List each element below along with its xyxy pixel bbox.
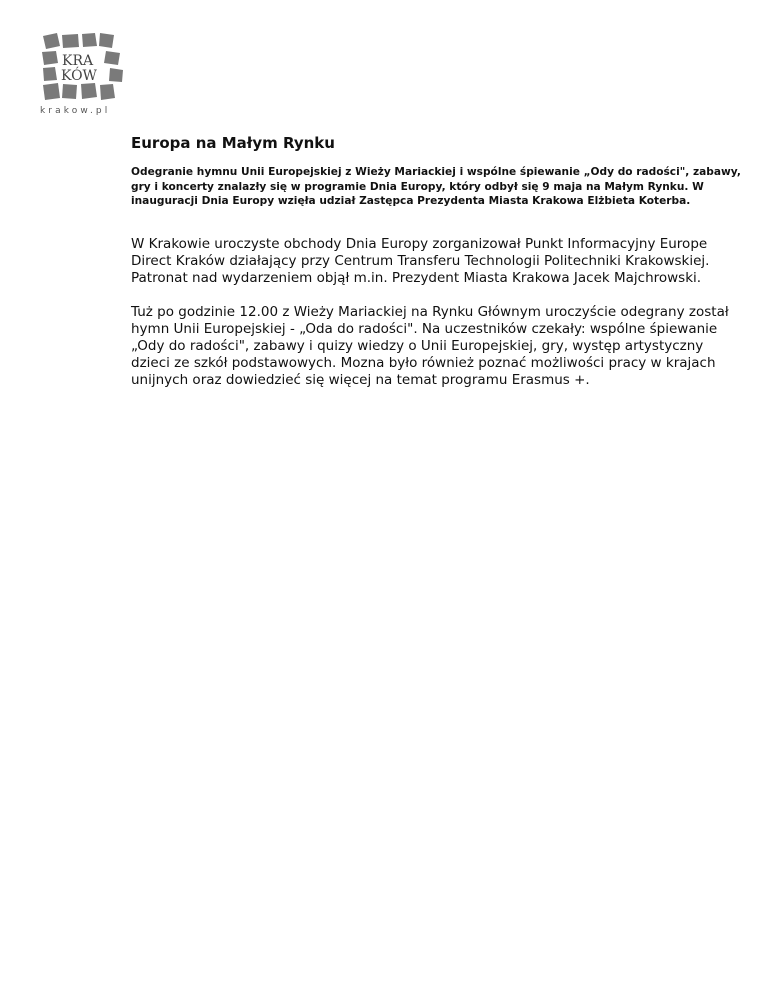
article-lead: Odegranie hymnu Unii Europejskiej z Wieży Mariackiej i wspólne śpiewanie „Ody do radości", zabawy, gry i koncerty znalazły się w programie Dnia Europy, który odbył się 9 maja na Małym Rynku. W inauguracji Dnia Europy wzięła udział Zastępca Prezydenta Miasta Krakowa Elżbieta Koterba. bbox=[131, 166, 741, 207]
article-title: Europa na Małym Rynku bbox=[131, 134, 335, 152]
logo-caption: krakow.pl bbox=[40, 106, 111, 116]
article-paragraph-1: W Krakowie uroczyste obchody Dnia Europy zorganizował Punkt Informacyjny Europe Direct Kraków działający przy Centrum Transferu Technologii Politechniki Krakowskiej. Patronat nad wydarzeniem objął m.in. Prezydent Miasta Krakowa Jacek Majchrowski. bbox=[131, 235, 710, 286]
article bbox=[131, 134, 743, 406]
krakow-logo-mark bbox=[40, 30, 130, 106]
krakow-logo bbox=[40, 30, 130, 122]
logo-text-line1: KRA bbox=[62, 53, 94, 69]
logo-text-line2: KÓW bbox=[61, 68, 97, 84]
article-paragraph-2: Tuż po godzinie 12.00 z Wieży Mariackiej na Rynku Głównym uroczyście odegrany został hymn Unii Europejskiej - „Oda do radości". Na uczestników czekały: wspólne śpiewanie „Ody do radości", zabawy i quizy wiedzy o Unii Europejskiej, gry, występ artystyczny dzieci ze szkół podstawowych. Mozna było również poznać możliwości pracy w krajach unijnych oraz dowiedzieć się więcej na temat programu Erasmus +. bbox=[131, 303, 729, 388]
